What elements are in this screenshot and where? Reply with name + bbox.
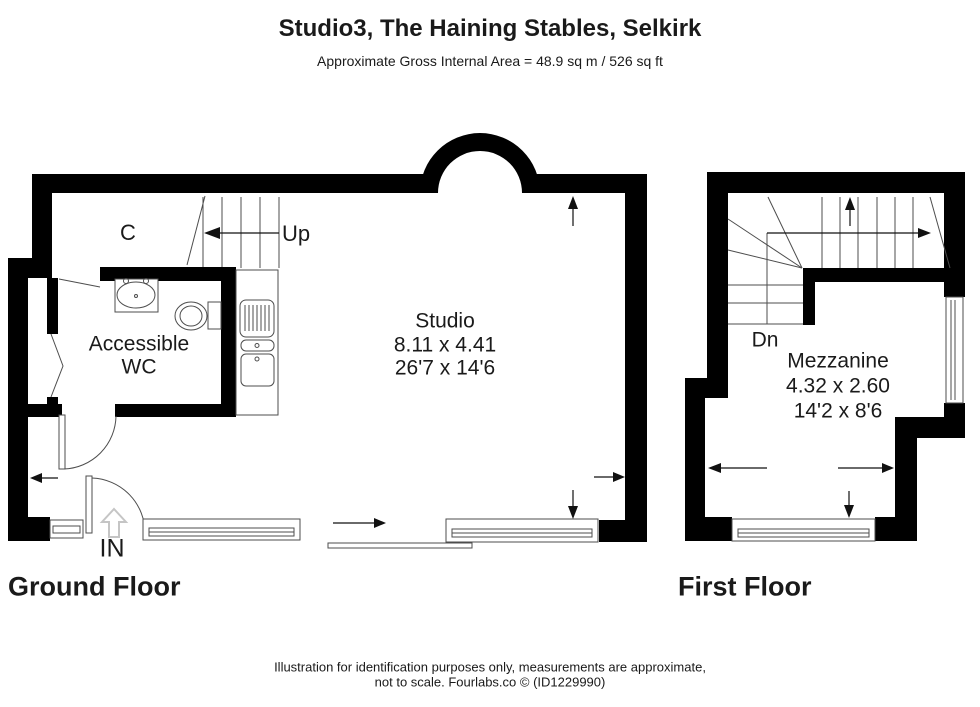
- footer-disclaimer-line2: not to scale. Fourlabs.co © (ID1229990): [374, 674, 606, 690]
- page-title: Studio3, The Haining Stables, Selkirk: [278, 15, 702, 42]
- stairs-up-label: Up: [282, 221, 311, 246]
- stairs-down-label: Dn: [751, 328, 779, 352]
- entrance-label: IN: [99, 534, 125, 563]
- entry-direction-arrow: [102, 509, 126, 537]
- entrance-door: [86, 476, 145, 533]
- measurement-arrows-ground: [30, 196, 625, 528]
- mezzanine-dim-imperial: 14'2 x 8'6: [793, 399, 883, 423]
- wc-basin: [115, 279, 158, 313]
- studio-dim-metric: 8.11 x 4.41: [393, 333, 497, 357]
- wc-door: [59, 279, 100, 287]
- first-floor-title: First Floor: [678, 571, 812, 602]
- footer-disclaimer-line1: Illustration for identification purposes only, measurements are approximate,: [274, 659, 706, 675]
- kitchen-sink: [241, 354, 274, 386]
- mezzanine-room-label: Mezzanine: [787, 349, 889, 373]
- wc-label-line1: Accessible: [88, 332, 190, 356]
- wc-toilet: [175, 302, 221, 330]
- tap-ledge: [241, 340, 274, 351]
- studio-door: [59, 415, 116, 469]
- wc-opening-marker: [51, 334, 63, 397]
- threshold-step: [328, 543, 472, 548]
- ground-floor-stairs: [187, 196, 279, 268]
- studio-room-label: Studio: [415, 309, 475, 333]
- first-floor-stairs: [728, 197, 950, 324]
- measurement-arrows-first: [708, 463, 894, 518]
- wc-label-line2: WC: [121, 355, 157, 379]
- arched-bay-wall: [420, 133, 540, 193]
- studio-dim-imperial: 26'7 x 14'6: [394, 356, 496, 380]
- page-subtitle: Approximate Gross Internal Area = 48.9 sq m / 526 sq ft: [317, 53, 663, 69]
- stairs-direction-arrows: [767, 197, 931, 238]
- ground-floor-title: Ground Floor: [8, 571, 181, 602]
- kitchen-unit: [236, 270, 278, 415]
- cupboard-label: C: [120, 220, 136, 245]
- mezzanine-dim-metric: 4.32 x 2.60: [786, 374, 890, 398]
- drainer-grooves: [245, 305, 269, 331]
- ground-floor-windows: [50, 519, 598, 548]
